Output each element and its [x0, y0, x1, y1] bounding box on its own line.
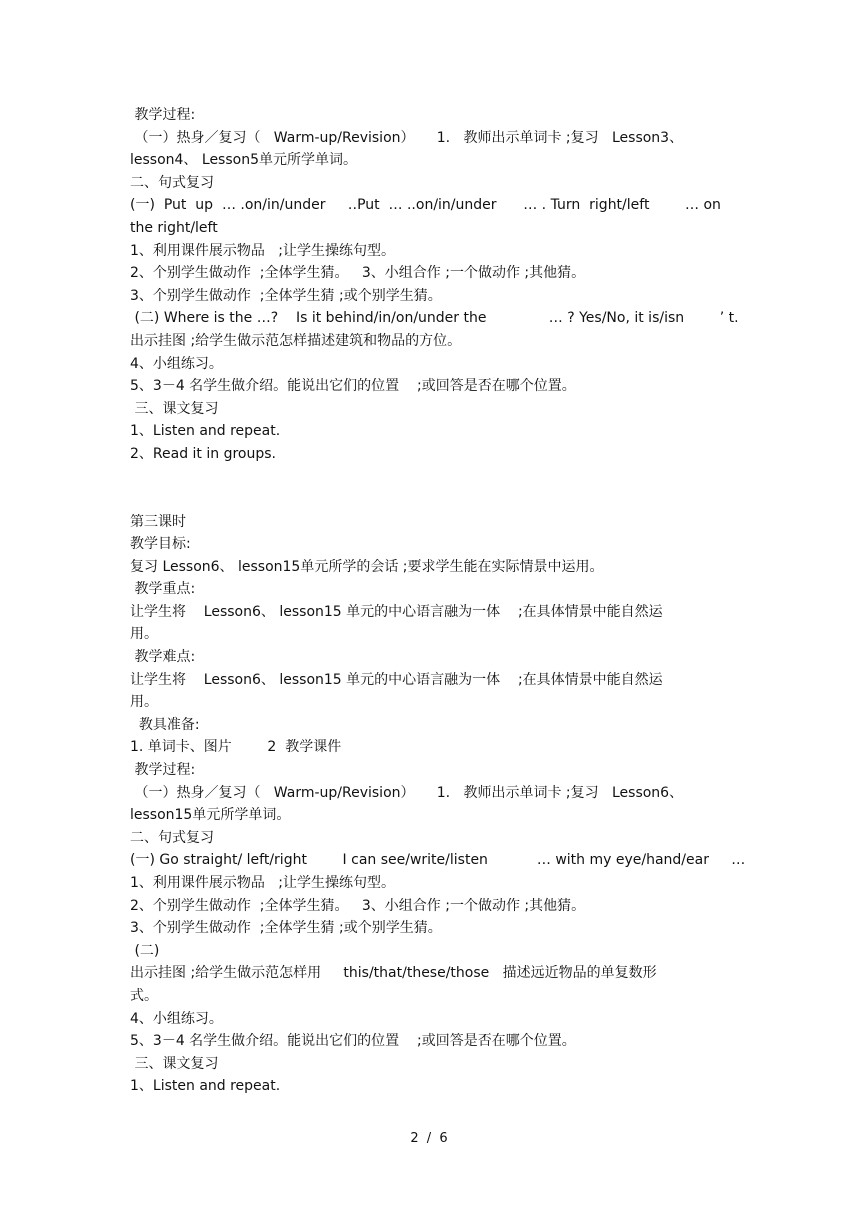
- text-line: 教学过程:: [130, 107, 196, 123]
- text-line: 教学过程:: [130, 762, 196, 779]
- text-line: 4、小组练习。: [130, 355, 223, 372]
- text-line: 2、个别学生做动作 ;全体学生猜。 3、小组合作 ;一个做动作 ;其他猜。: [130, 897, 586, 914]
- text-line: 让学生将 Lesson6、 lesson15 单元的中心语言融为一体 ;在具体情景中能自然运: [130, 671, 663, 688]
- text-line: 5、3－4 名学生做介绍。能说出它们的位置 ;或回答是否在哪个位置。: [130, 1033, 576, 1050]
- text-line: 1、利用课件展示物品 ;让学生操练句型。: [130, 242, 395, 259]
- text-line: 出示挂图 ;给学生做示范怎样描述建筑和物品的方位。: [130, 332, 462, 349]
- text-line: 复习 Lesson6、 lesson15单元所学的会话 ;要求学生能在实际情景中运用。: [130, 558, 604, 575]
- text-line: (一) Put up … .on/in/under ‥Put … ..on/in/under … . Turn right/left … on: [130, 197, 721, 214]
- text-line: 3、个别学生做动作 ;全体学生猜 ;或个别学生猜。: [130, 920, 442, 937]
- text-line: 三、课文复习: [130, 1055, 219, 1072]
- text-line: 5、3－4 名学生做介绍。能说出它们的位置 ;或回答是否在哪个位置。: [130, 378, 576, 395]
- lesson-heading: 第三课时: [130, 513, 186, 530]
- text-line: 2、个别学生做动作 ;全体学生猜。 3、小组合作 ;一个做动作 ;其他猜。: [130, 265, 586, 282]
- text-line: 式。: [130, 987, 158, 1004]
- text-line: (一) Go straight/ left/right I can see/write/listen … with my eye/hand/ear …: [130, 852, 746, 869]
- text-line: （一）热身／复习（ Warm-up/Revision） 1. 教师出示单词卡 ;复习 Lesson3、: [130, 129, 684, 146]
- text-line: (二): [130, 942, 160, 959]
- text-line: 1、Listen and repeat.: [130, 1078, 281, 1095]
- section-spacer: [130, 466, 790, 511]
- text-line: （一）热身／复习（ Warm-up/Revision） 1. 教师出示单词卡 ;复习 Lesson6、: [130, 784, 684, 801]
- text-line: 三、课文复习: [130, 400, 219, 417]
- text-line: 4、小组练习。: [130, 1010, 223, 1027]
- text-line: 1. 单词卡、图片 2 教学课件: [130, 739, 342, 756]
- text-line: 出示挂图 ;给学生做示范怎样用 this/that/these/those 描述远近物品的单复数形: [130, 965, 657, 982]
- page-number: 2 / 6: [410, 1131, 450, 1146]
- text-line: 用。: [130, 694, 158, 711]
- text-line: (二) Where is the …? Is it behind/in/on/under the … ? Yes/No, it is/isn ’ t.: [130, 310, 739, 327]
- text-line: 教学重点:: [130, 581, 196, 598]
- document-body: [130, 104, 790, 1098]
- text-line: 教学难点:: [130, 649, 196, 666]
- text-line: 二、句式复习: [130, 174, 214, 191]
- text-line: 让学生将 Lesson6、 lesson15 单元的中心语言融为一体 ;在具体情景中能自然运: [130, 603, 663, 620]
- text-line: 教学目标:: [130, 536, 191, 553]
- text-line: 1、Listen and repeat.: [130, 423, 281, 440]
- text-line: 3、个别学生做动作 ;全体学生猜 ;或个别学生猜。: [130, 287, 442, 304]
- text-line: 1、利用课件展示物品 ;让学生操练句型。: [130, 875, 395, 891]
- text-line: the right/left: [130, 219, 218, 236]
- text-line: lesson4、 Lesson5单元所学单词。: [130, 152, 357, 169]
- text-line: 2、Read it in groups.: [130, 445, 276, 462]
- text-line: 用。: [130, 626, 158, 643]
- lesson-three-section: [130, 511, 790, 1098]
- text-line: 二、句式复习: [130, 829, 214, 846]
- text-line: 教具准备:: [130, 716, 200, 733]
- text-line: lesson15单元所学单词。: [130, 807, 291, 824]
- lesson-two-process-section: [130, 104, 790, 466]
